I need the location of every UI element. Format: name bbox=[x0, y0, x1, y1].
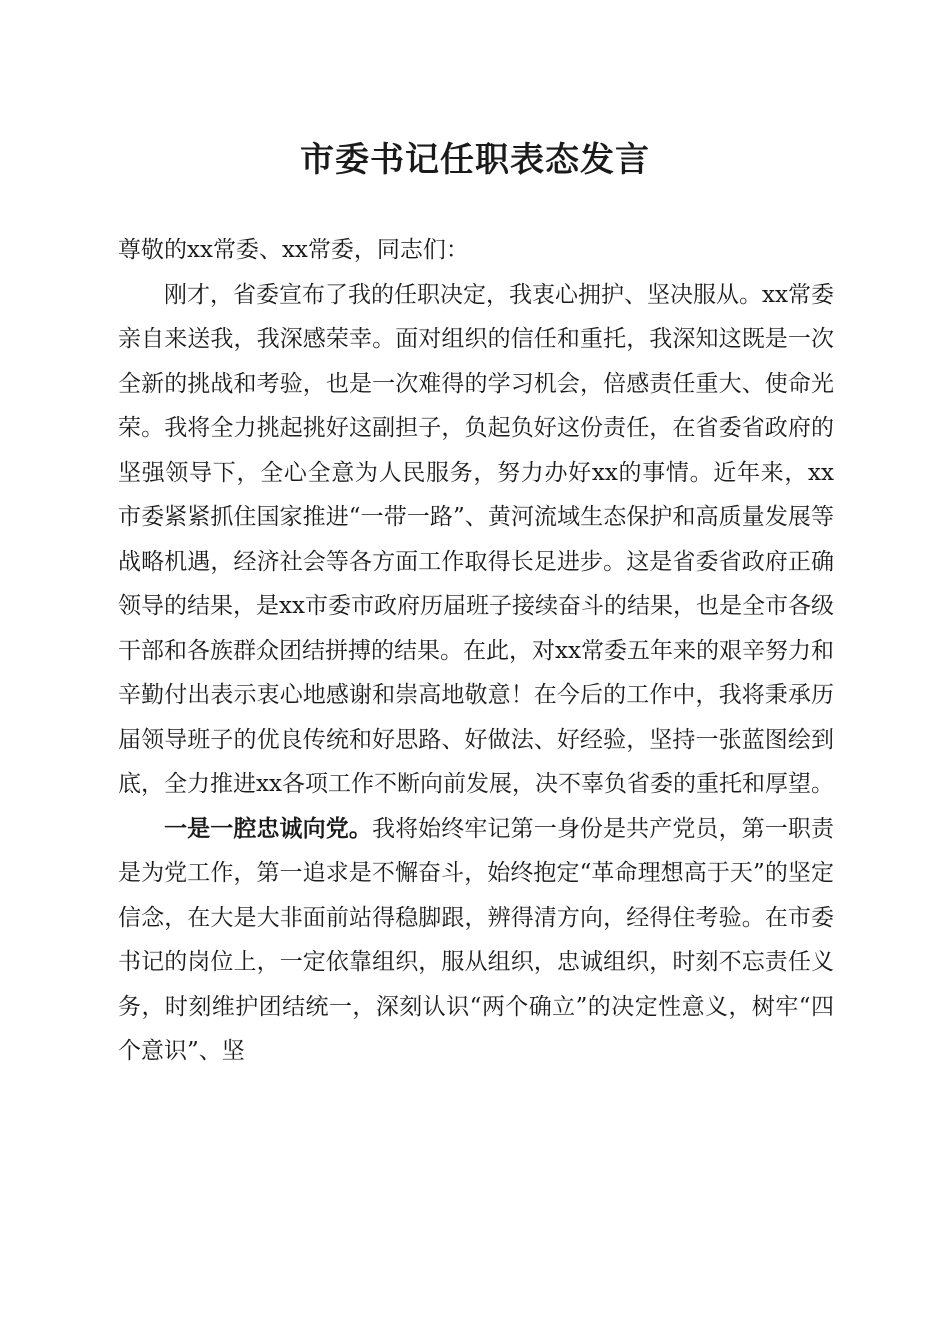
paragraph-1-text: 刚才，省委宣布了我的任职决定，我衷心拥护、坚决服从。xx常委亲自来送我，我深感荣幸。面对组织的信任和重托，我深知这既是一次全新的挑战和考验，也是一次难得的学习机会，倍感责任重大、使命光荣。我将全力挑起挑好这副担子，负起负好这份责任，在省委省政府的坚强领导下，全心全意为人民服务，努力办好xx的事情。近年来，xx市委紧紧抓住国家推进“一带一路”、黄河流域生态保护和高质量发展等战略机遇，经济社会等各方面工作取得长足进步。这是省委省政府正确领导的结果，是xx市委市政府历届班子接续奋斗的结果，也是全市各级干部和各族群众团结拼搏的结果。在此，对xx常委五年来的艰辛努力和辛勤付出表示衷心地感谢和崇高地敬意！在今后的工作中，我将秉承历届领导班子的优良传统和好思路、好做法、好经验，坚持一张蓝图绘到底，全力推进xx各项工作不断向前发展，决不辜负省委的重托和厚望。 bbox=[118, 281, 834, 797]
salutation: 尊敬的xx常委、xx常委，同志们： bbox=[118, 237, 469, 263]
paragraph-1 bbox=[118, 273, 834, 807]
document-body bbox=[118, 228, 834, 1074]
paragraph-2 bbox=[118, 807, 834, 1074]
paragraph-2-lead: 一是一腔忠诚向党。 bbox=[164, 814, 372, 842]
document-title: 市委书记任职表态发言 bbox=[300, 140, 650, 180]
paragraph-2-text: 我将始终牢记第一身份是共产党员，第一职责是为党工作，第一追求是不懈奋斗，始终抱定“革命理想高于天”的坚定信念，在大是大非面前站得稳脚跟，辨得清方向，经得住考验。在市委书记的岗位上，一定依靠组织，服从组织，忠诚组织，时刻不忘责任义务，时刻维护团结统一，深刻认识“两个确立”的决定性意义，树牢“四个意识”、坚 bbox=[118, 815, 835, 1064]
